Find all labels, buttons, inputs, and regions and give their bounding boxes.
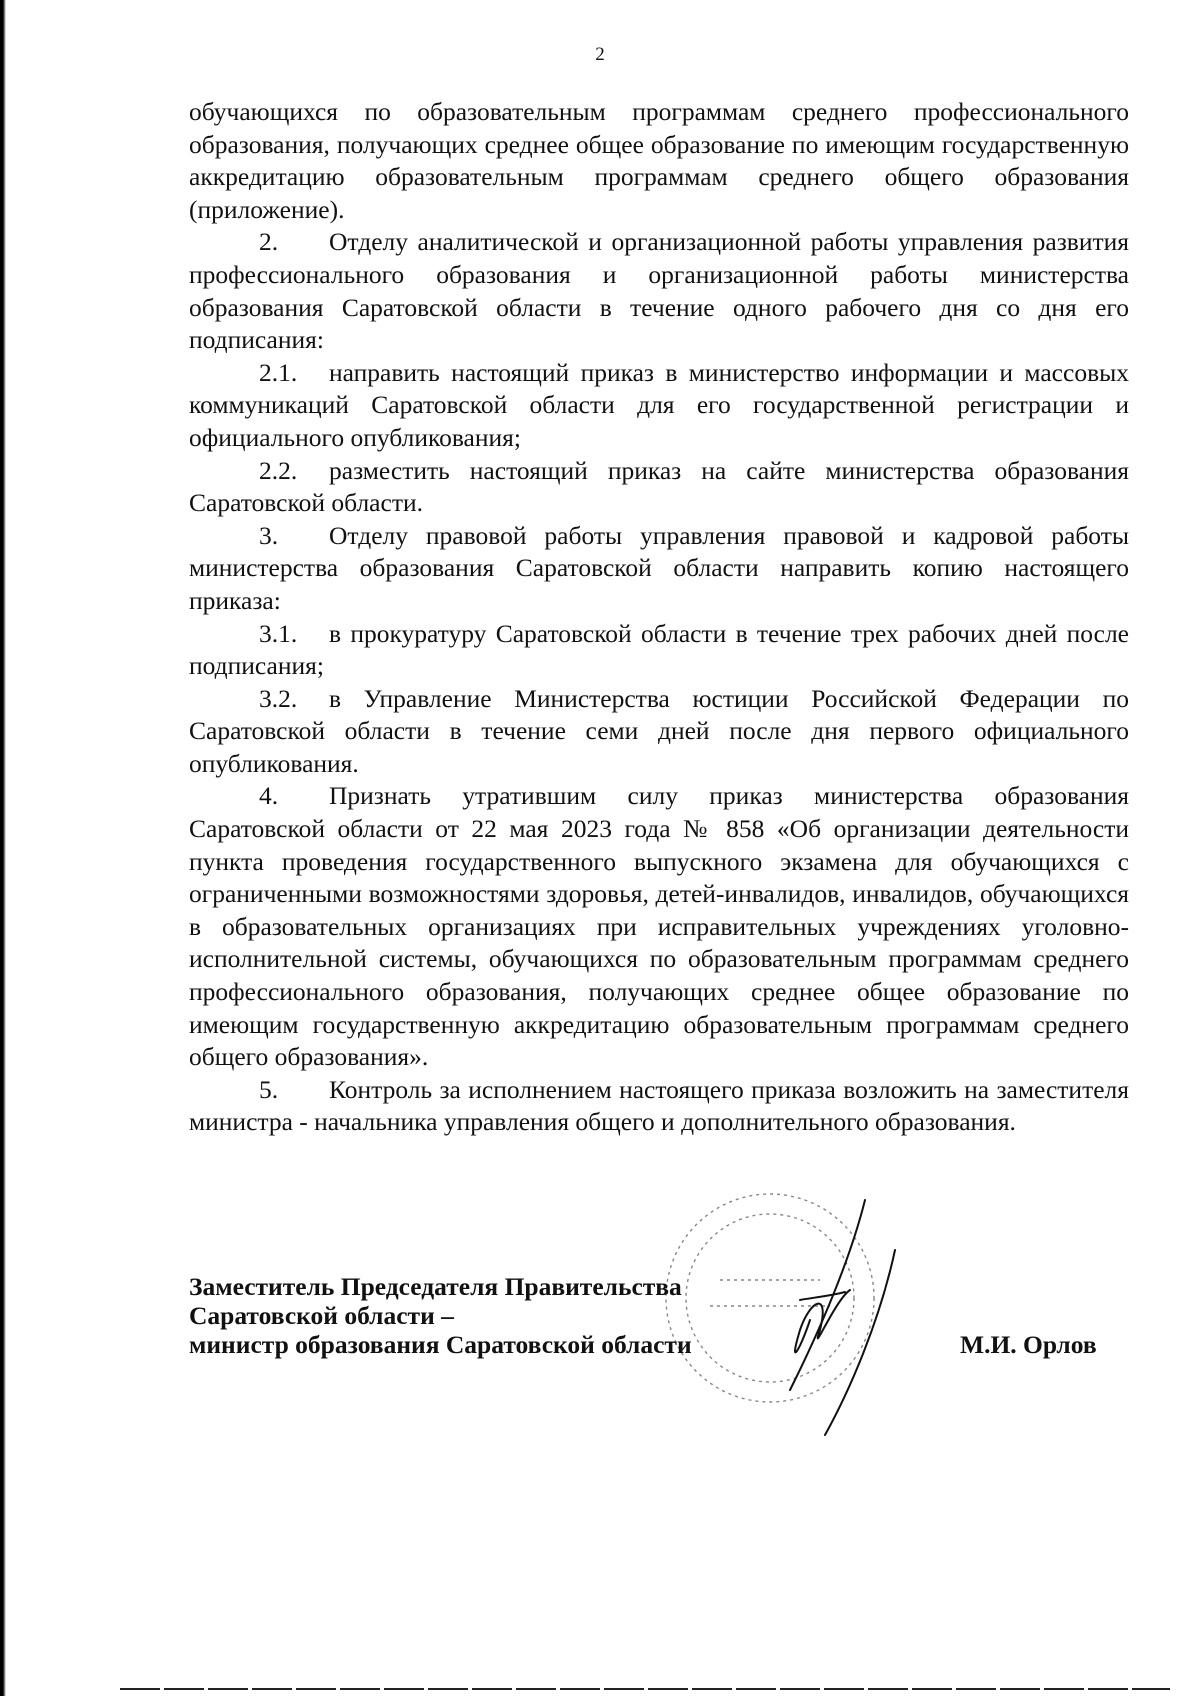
paragraph-number: 3.1. [259,618,298,648]
paragraph-number: 3. [259,520,279,550]
paragraph-item-3-1 [189,618,1129,683]
paragraph-item-3-2 [189,683,1129,781]
paragraph-item-2-1 [189,357,1129,455]
paragraph-text: Контроль за исполнением настоящего приказа возложить на заместителя министра - начальника управления общего и дополнительного образования. [189,1074,1129,1137]
signatory-position [189,1272,692,1359]
paragraph-text: Отделу правовой работы управления правовой и кадровой работы министерства образования Саратовской области направить копию настоящего приказа: [189,520,1129,615]
paragraph-number: 3.2. [259,683,298,713]
position-line: министр образования Саратовской области [189,1330,692,1359]
paragraph-number: 2.2. [259,455,298,485]
paragraph-number: 4. [259,781,279,811]
paragraph-text: разместить настоящий приказ на сайте министерства образования Саратовской области. [189,455,1129,518]
paragraph-number: 5. [259,1074,279,1104]
official-stamp-and-signature [660,1180,900,1440]
paragraph-text: обучающихся по образовательным программам среднего профессионального образования, получающих среднее общее образование по имеющим государственную аккредитацию образовательным программам среднего общего образования (приложение). [189,97,1129,224]
position-line: Заместитель Председателя Правительства [189,1272,682,1301]
paragraph-item-2-2 [189,455,1129,520]
paragraph-item-2 [189,226,1129,356]
paragraph-number: 2. [259,227,279,257]
paragraph-text: направить настоящий приказ в министерство информации и массовых коммуникаций Саратовской области для его государственной регистрации и официального опубликования; [189,357,1129,452]
paragraph-text: Отделу аналитической и организационной работы управления развития профессионального образования и организационной работы министерства образования Саратовской области в течение одного рабочего дня со дня его подписания: [189,227,1129,355]
scan-left-edge [0,0,6,1696]
position-line: Саратовской области – [189,1301,454,1330]
document-body [189,96,1129,1139]
handwritten-signature [790,1200,895,1435]
paragraph-item-3 [189,520,1129,618]
paragraph-text: в прокуратуру Саратовской области в течение трех рабочих дней после подписания; [189,618,1129,681]
page-number: 2 [595,44,605,65]
paragraph-number: 2.1. [259,357,298,387]
paragraph-continuation [189,96,1129,226]
scan-bottom-edge [120,1688,1170,1690]
paragraph-item-5 [189,1074,1129,1139]
paragraph-item-4 [189,780,1129,1073]
paragraph-text: Признать утратившим силу приказ министерства образования Саратовской области от 22 мая 2023 года № 858 «Об организации деятельности пункта проведения государственного выпускного экзамена для обучающихся с ограниченными возможностями здоровья, детей-инвалидов, инвалидов, обучающихся в образовательных организациях при исправительных учреждениях уголовно-исполнительной системы, обучающихся по образовательным программам среднего профессионального образования, получающих среднее общее образование по имеющим государственную аккредитацию образовательным программам среднего общего образования». [189,781,1129,1072]
signatory-name: М.И. Орлов [960,1330,1097,1359]
paragraph-text: в Управление Министерства юстиции Российской Федерации по Саратовской области в течение семи дней после дня первого официального опубликования. [189,683,1129,778]
